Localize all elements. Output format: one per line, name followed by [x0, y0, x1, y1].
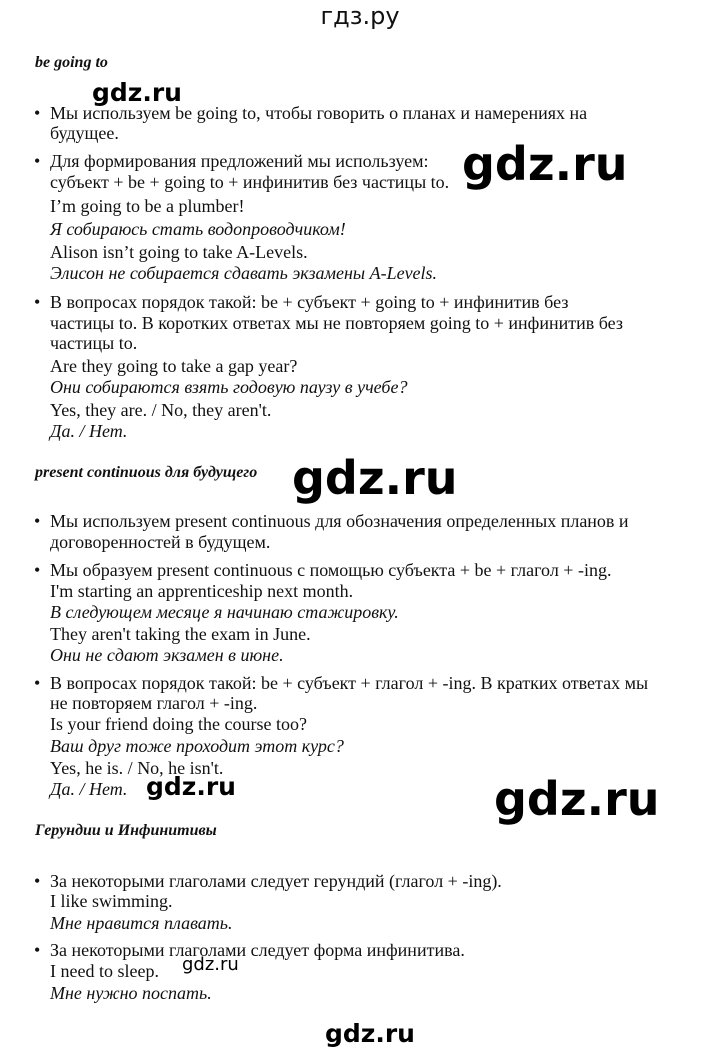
bullet: • — [34, 103, 41, 123]
text-line: За некоторыми глаголами следует герундий (глагол + -ing). — [50, 871, 502, 891]
bullet: • — [34, 151, 41, 171]
watermark: gdz.ru — [182, 954, 239, 975]
text-line: Мы образуем present continuous с помощью субъекта + be + глагол + -ing. — [50, 560, 612, 580]
text-line: За некоторыми глаголами следует форма инфинитива. — [50, 940, 465, 960]
section-heading-present-continuous: present continuous для будущего — [35, 464, 258, 481]
bullet: • — [34, 871, 41, 891]
text-line: Мы используем present continuous для обозначения определенных планов и — [50, 511, 629, 531]
section-heading-going-to: be going to — [35, 54, 108, 71]
example-translation: Да. / Нет. — [50, 779, 128, 799]
bullet: • — [34, 940, 41, 960]
example-sentence: They aren't taking the exam in June. — [50, 624, 311, 644]
example-sentence: Yes, they are. / No, they aren't. — [50, 400, 272, 420]
bullet: • — [34, 673, 41, 693]
text-line: В вопросах порядок такой: be + субъект + going to + инфинитив без — [50, 292, 569, 312]
text-line: Для формирования предложений мы используем: — [50, 151, 429, 171]
text-line: субъект + be + going to + инфинитив без частицы to. — [50, 172, 450, 192]
example-translation: Они собираются взять годовую паузу в учебе? — [50, 377, 408, 397]
text-line: В вопросах порядок такой: be + субъект + глагол + -ing. В кратких ответах мы — [50, 673, 649, 693]
site-title: гдз.ру — [320, 2, 400, 30]
example-sentence: Are they going to take a gap year? — [50, 356, 298, 376]
watermark: gdz.ru — [146, 772, 236, 801]
text-line: договоренностей в будущем. — [50, 532, 271, 552]
section-heading-gerunds: Герундии и Инфинитивы — [35, 822, 217, 839]
text-line: не повторяем глагол + -ing. — [50, 693, 258, 713]
watermark: gdz.ru — [92, 78, 182, 107]
example-translation: Я собираюсь стать водопроводчиком! — [50, 219, 346, 239]
text-line: частицы to. В коротких ответах мы не повторяем going to + инфинитив без — [50, 313, 623, 333]
example-translation: Элисон не собирается сдавать экзамены A-Levels. — [50, 263, 438, 283]
example-sentence: Yes, he is. / No, he isn't. — [50, 758, 224, 778]
example-sentence: I like swimming. — [50, 891, 173, 911]
example-sentence: I'm starting an apprenticeship next month. — [50, 581, 354, 601]
watermark: gdz.ru — [494, 772, 660, 826]
example-translation: Мне нужно поспать. — [50, 983, 212, 1003]
example-sentence: Is your friend doing the course too? — [50, 714, 307, 734]
example-sentence: I’m going to be a plumber! — [50, 196, 245, 216]
example-sentence: Alison isn’t going to take A-Levels. — [50, 242, 308, 262]
watermark: gdz.ru — [462, 137, 628, 191]
bullet: • — [34, 292, 41, 312]
bullet: • — [34, 511, 41, 531]
watermark: gdz.ru — [292, 451, 458, 505]
example-translation: Да. / Нет. — [50, 421, 128, 441]
example-translation: Мне нравится плавать. — [50, 913, 233, 933]
text-line: будущее. — [50, 123, 119, 143]
text-line: частицы to. — [50, 333, 138, 353]
example-sentence: I need to sleep. — [50, 961, 159, 981]
example-translation: Ваш друг тоже проходит этот курс? — [50, 736, 344, 756]
example-translation: В следующем месяце я начинаю стажировку. — [50, 602, 399, 622]
example-translation: Они не сдают экзамен в июне. — [50, 645, 284, 665]
text-line: Мы используем be going to, чтобы говорить о планах и намерениях на — [50, 103, 588, 123]
watermark: gdz.ru — [325, 1019, 415, 1048]
bullet: • — [34, 560, 41, 580]
